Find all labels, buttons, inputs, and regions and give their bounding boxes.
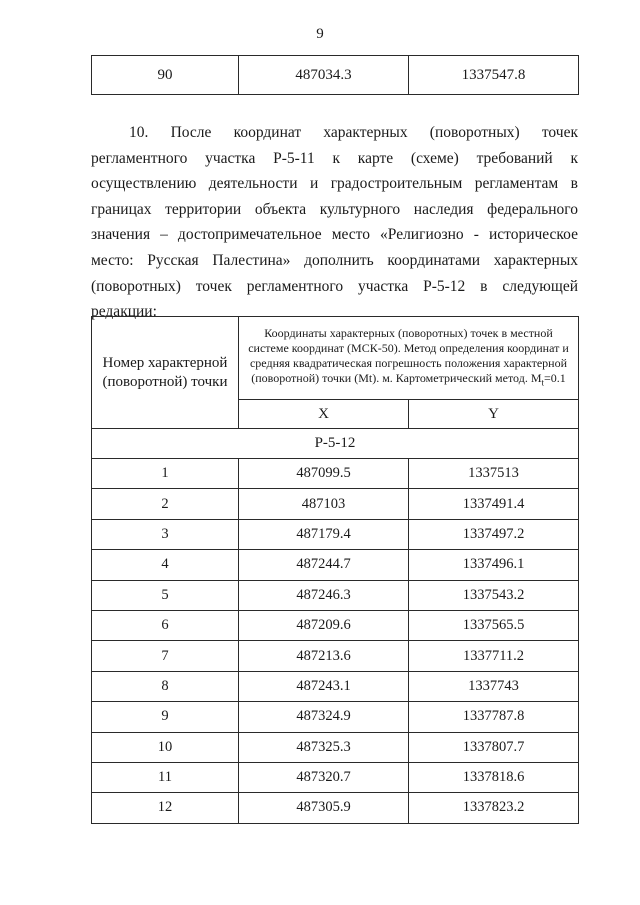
- x-coordinate-cell: 487179.4: [239, 519, 409, 549]
- x-coordinate-cell: 487213.6: [239, 641, 409, 671]
- point-number-header: Номер характерной (поворотной) точки: [92, 317, 239, 429]
- continuation-table: [91, 55, 579, 95]
- y-coordinate-cell: 1337807.7: [409, 732, 579, 762]
- point-number-cell: 9: [92, 702, 239, 732]
- point-number-cell: 7: [92, 641, 239, 671]
- y-coordinate-cell: 1337497.2: [409, 519, 579, 549]
- x-coordinate-cell: 487320.7: [239, 762, 409, 792]
- table-row: [92, 580, 579, 610]
- x-axis-header: X: [239, 400, 409, 429]
- page-number: 9: [316, 26, 324, 42]
- point-number-cell: 11: [92, 762, 239, 792]
- table-row: [92, 793, 579, 823]
- table-row: [92, 702, 579, 732]
- x-coordinate-cell: 487246.3: [239, 580, 409, 610]
- table-row: [92, 550, 579, 580]
- y-coordinate-cell: 1337565.5: [409, 610, 579, 640]
- point-number-cell: 2: [92, 489, 239, 519]
- point-number-cell: 3: [92, 519, 239, 549]
- point-number-cell: 4: [92, 550, 239, 580]
- table-row: [92, 671, 579, 701]
- x-coordinate-cell: 487103: [239, 489, 409, 519]
- x-coordinate-cell: 487034.3: [239, 56, 409, 95]
- table-row: [92, 641, 579, 671]
- x-coordinate-cell: 487325.3: [239, 732, 409, 762]
- section-row: [92, 429, 579, 459]
- point-number-cell: 5: [92, 580, 239, 610]
- point-number-cell: 10: [92, 732, 239, 762]
- table-row: [92, 732, 579, 762]
- y-coordinate-cell: 1337496.1: [409, 550, 579, 580]
- table-row: [92, 610, 579, 640]
- table-row: [92, 489, 579, 519]
- coordinates-header-subscript: t: [541, 377, 544, 388]
- y-coordinate-cell: 1337787.8: [409, 702, 579, 732]
- y-axis-header: Y: [409, 400, 579, 429]
- section-label: Р-5-12: [92, 429, 579, 459]
- y-coordinate-cell: 1337547.8: [409, 56, 579, 95]
- table-row: [92, 459, 579, 489]
- point-number-cell: 90: [92, 56, 239, 95]
- x-coordinate-cell: 487244.7: [239, 550, 409, 580]
- y-coordinate-cell: 1337491.4: [409, 489, 579, 519]
- y-coordinate-cell: 1337823.2: [409, 793, 579, 823]
- coordinates-header-text: Координаты характерных (поворотных) точек в местной системе координат (МСК-50). Метод определения координат и средняя квадратическая погрешность положения характерной (поворотной) точки (Mt). м. Картометрический метод. M: [248, 325, 569, 385]
- y-coordinate-cell: 1337543.2: [409, 580, 579, 610]
- point-number-cell: 1: [92, 459, 239, 489]
- point-number-cell: 6: [92, 610, 239, 640]
- point-number-cell: 12: [92, 793, 239, 823]
- coordinates-table: [91, 316, 579, 824]
- y-coordinate-cell: 1337818.6: [409, 762, 579, 792]
- table-row: [92, 762, 579, 792]
- y-coordinate-cell: 1337513: [409, 459, 579, 489]
- table-header-row: [92, 317, 579, 400]
- point-number-cell: 8: [92, 671, 239, 701]
- coordinates-header: [239, 317, 579, 400]
- x-coordinate-cell: 487243.1: [239, 671, 409, 701]
- table-row: [92, 519, 579, 549]
- amendment-paragraph: 10. После координат характерных (поворотных) точек регламентного участка Р-5-11 к карте (схеме) требований к осуществлению деятельности и градостроительным регламентам в границах территории объекта культурного наследия федерального значения – достопримечательное место «Религиозно - историческое место: Русская Палестина» дополнить координатами характерных (поворотных) точек регламентного участка Р-5-12 в следующей редакции:: [91, 124, 578, 321]
- y-coordinate-cell: 1337711.2: [409, 641, 579, 671]
- x-coordinate-cell: 487324.9: [239, 702, 409, 732]
- x-coordinate-cell: 487099.5: [239, 459, 409, 489]
- y-coordinate-cell: 1337743: [409, 671, 579, 701]
- table-row: [92, 56, 579, 95]
- coordinates-header-value: =0.1: [544, 370, 566, 385]
- x-coordinate-cell: 487209.6: [239, 610, 409, 640]
- x-coordinate-cell: 487305.9: [239, 793, 409, 823]
